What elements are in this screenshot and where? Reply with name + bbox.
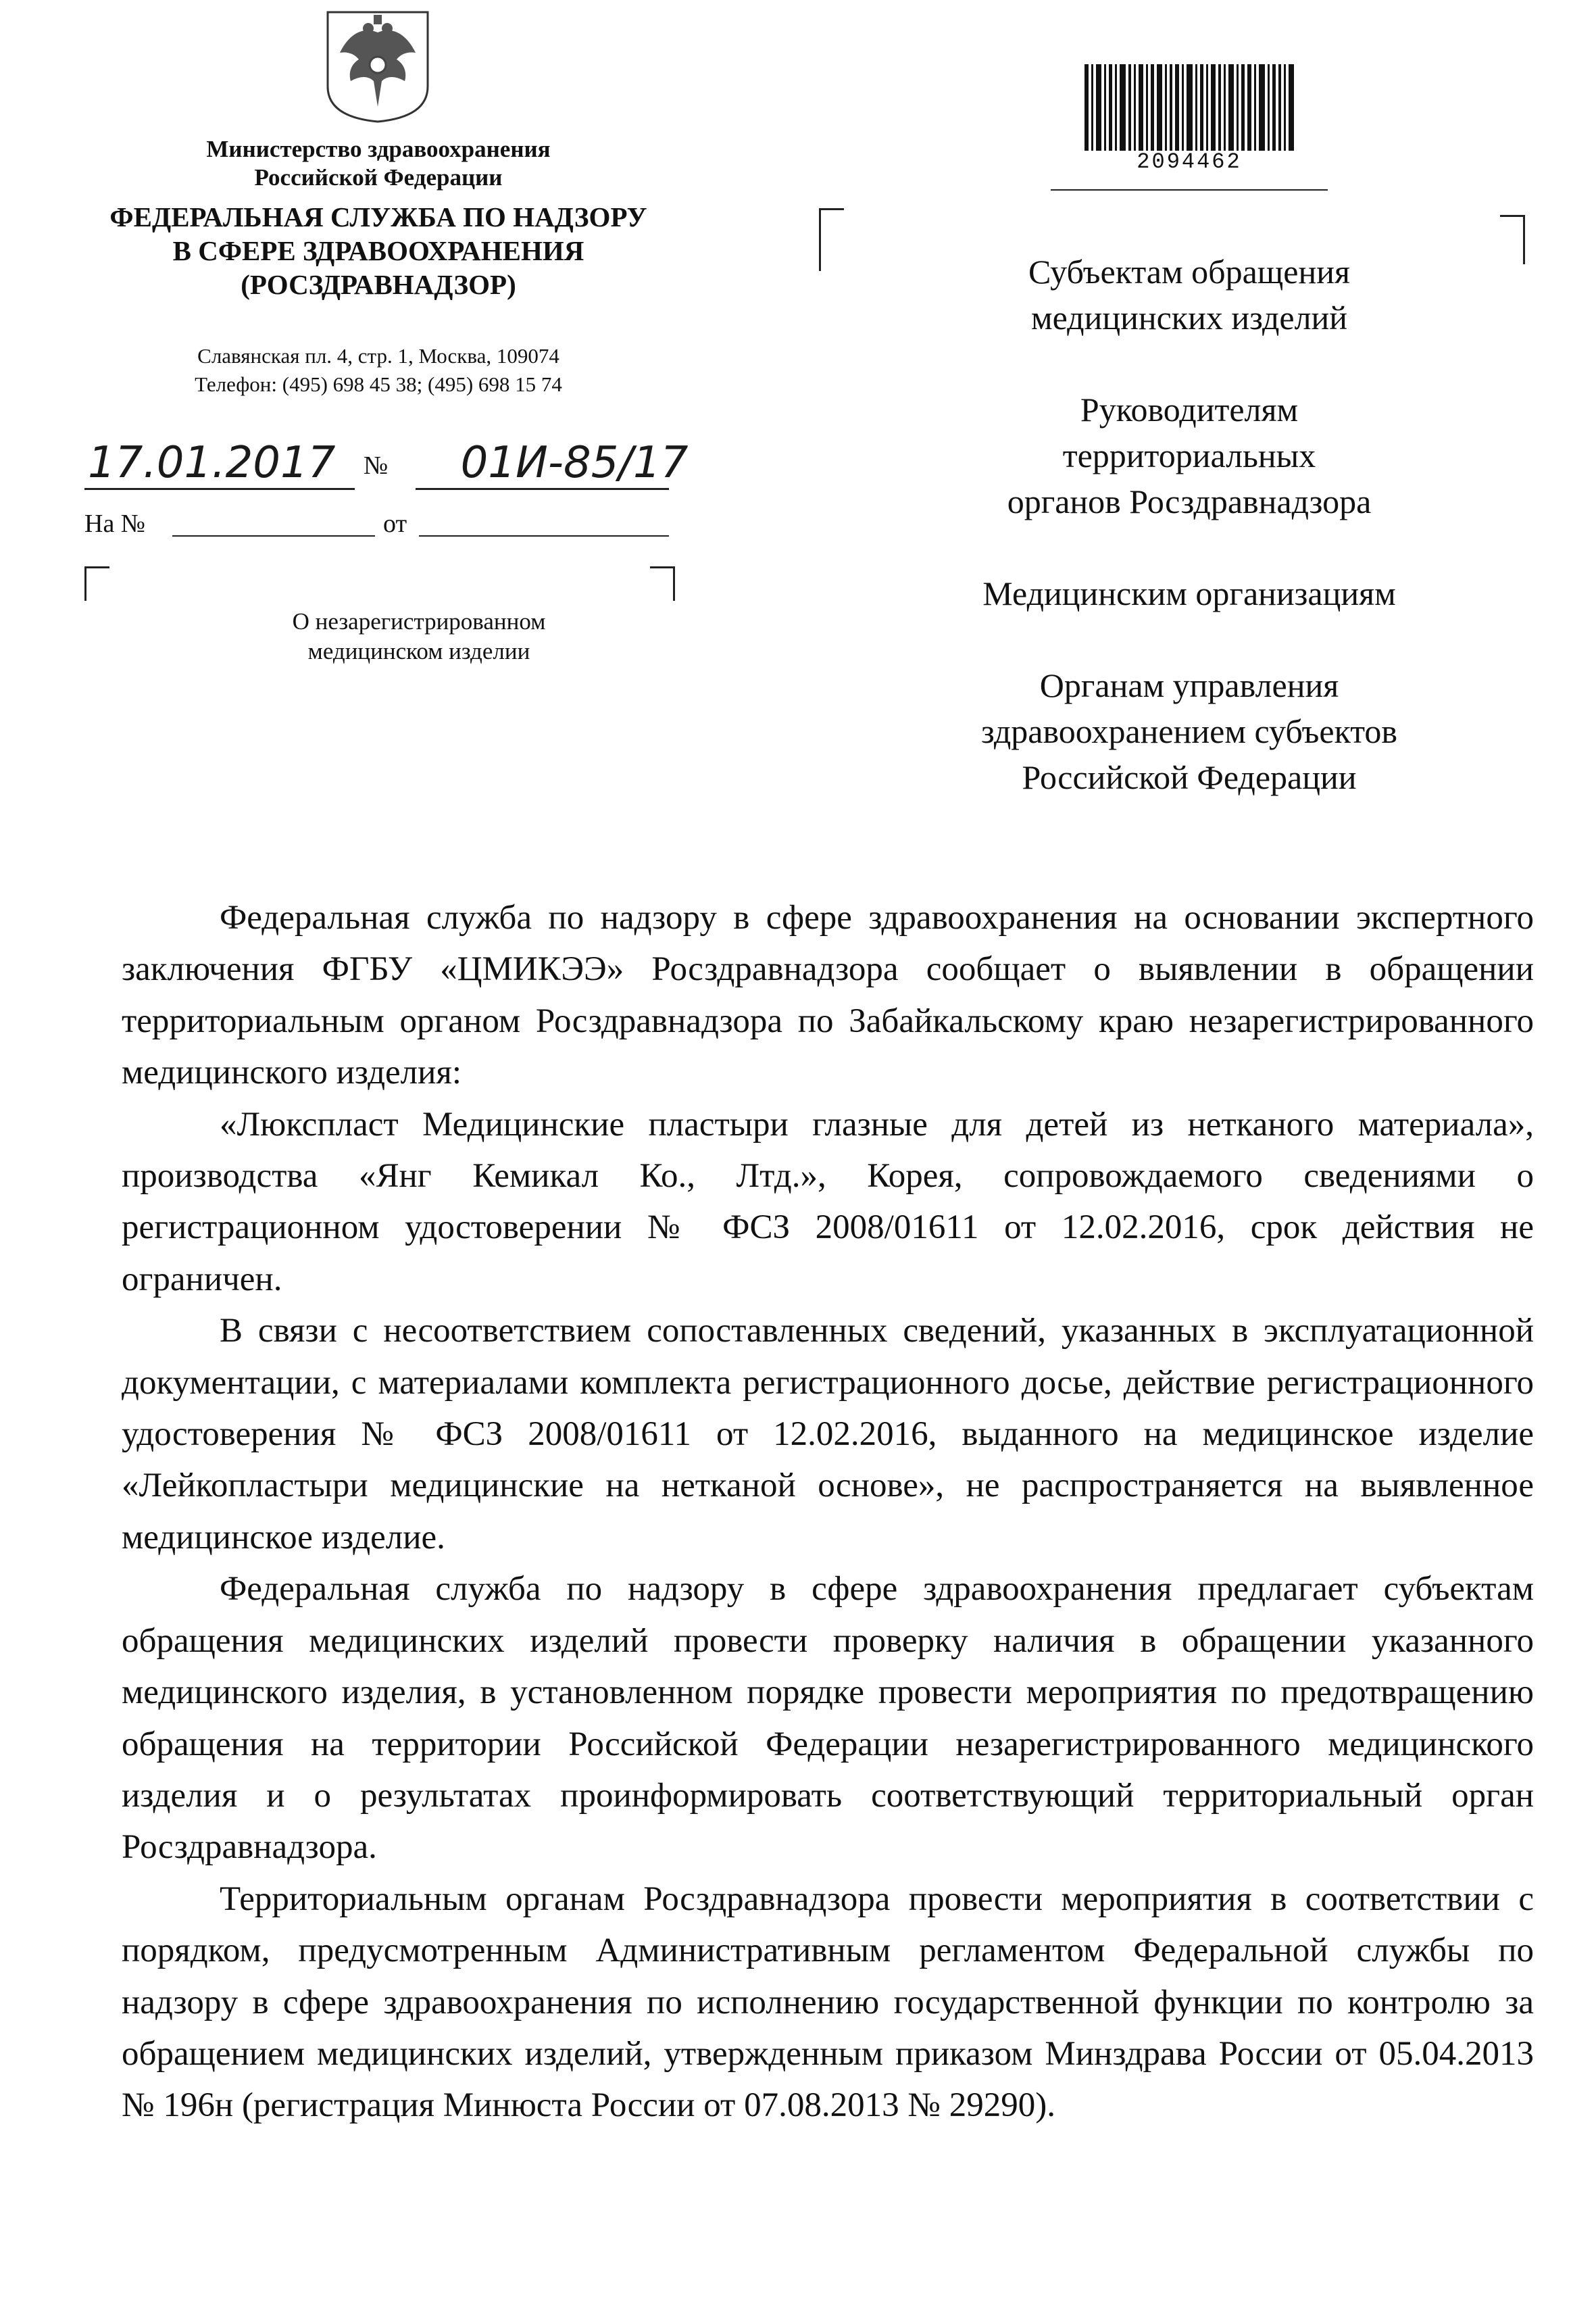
barcode-number: 2094462 <box>1137 149 1242 174</box>
service-lines: ФЕДЕРАЛЬНАЯ СЛУЖБА ПО НАДЗОРУ В СФЕРЕ ЗДРАВООХРАНЕНИЯ (РОСЗДРАВНАДЗОР) <box>109 201 647 300</box>
incoming-date-label: от <box>383 510 407 538</box>
body-paragraph: «Люкспласт Медицинские пластыри глазные для детей из нетканого материала», производства «Янг Кемикал Ко., Лтд.», Корея, сопровождаемого сведениями о регистрационном удостоверении № ФСЗ 2008/01611 от 12.02.2016, срок действия не ограничен. <box>122 1105 1534 1298</box>
service-name <box>41 200 716 301</box>
body-paragraph: Федеральная служба по надзору в сфере здравоохранения предлагает субъектам обращения медицинских изделий провести проверку наличия в обращении указанного медицинского изделия, в установленном порядке провести мероприятия по предотвращению обращения на территории Российской Федерации незарегистрированного медицинского изделия и о результатах проинформировать соответствующий территориальный орган Росздравнадзора. <box>122 1570 1534 1867</box>
subject-bracket-right <box>650 566 675 601</box>
addressee-item: Органам управления здравоохранением субъектов Российской Федерации <box>980 666 1398 796</box>
address-lines: Славянская пл. 4, стр. 1, Москва, 109074 Телефон: (495) 698 45 38; (495) 698 15 74 <box>195 344 562 396</box>
incoming-number-line <box>172 535 375 537</box>
addressee-bracket-right <box>1500 215 1525 264</box>
russian-coat-of-arms-icon <box>321 5 434 126</box>
outgoing-date-line <box>84 488 355 490</box>
outgoing-number-sign: № <box>364 451 389 480</box>
subject-title <box>203 607 635 666</box>
barcode-underline <box>1051 189 1328 191</box>
body-paragraph: Федеральная служба по надзору в сфере здравоохранения на основании экспертного заключения ФГБУ «ЦМИКЭЭ» Росздравнадзора сообщает о выявлении в обращении территориальным органом Росздравнадзора по Забайкальскому краю незарегистрированного медицинского изделия: <box>122 899 1534 1092</box>
outgoing-number-line <box>416 488 669 490</box>
addressee-item: Медицинским организациям <box>982 574 1396 612</box>
body-paragraph: В связи с несоответствием сопоставленных сведений, указанных в эксплуатационной документации, с материалами комплекта регистрационного досье, действие регистрационного удостоверения № ФСЗ 2008/01611 от 12.02.2016, выданного на медицинское изделие «Лейкопластыри медицинские на нетканой основе», не распространяется на выявленное медицинское изделие. <box>122 1312 1534 1556</box>
addressee-item: Субъектам обращения медицинских изделий <box>1028 253 1350 337</box>
addressee-bracket-left <box>819 208 844 271</box>
incoming-date-line <box>419 535 669 537</box>
letter-body <box>122 892 1534 2132</box>
subject-bracket-left <box>84 566 109 601</box>
service-address <box>101 342 655 399</box>
addressee-item: Руководителям территориальных органов Росздравнадзора <box>1007 391 1372 520</box>
ministry-name <box>88 135 669 192</box>
subject-lines: О незарегистрированном медицинском изделии <box>292 608 546 664</box>
barcode <box>1084 64 1294 151</box>
addressee-block <box>919 249 1460 800</box>
outgoing-date: 17.01.2017 <box>88 438 336 488</box>
incoming-number-label: На № <box>84 510 146 538</box>
ministry-line: Министерство здравоохранения Российской Федерации <box>206 136 551 191</box>
outgoing-number: 01И-85/17 <box>460 438 689 488</box>
body-paragraph: Территориальным органам Росздравнадзора провести мероприятия в соответствии с порядком, предусмотренным Административным регламентом Федеральной службы по надзору в сфере здравоохранения по исполнению государственной функции по контролю за обращением медицинских изделий, утвержденным приказом Минздрава России от 05.04.2013 № 196н (регистрация Минюста России от 07.08.2013 № 29290). <box>122 1880 1534 2125</box>
